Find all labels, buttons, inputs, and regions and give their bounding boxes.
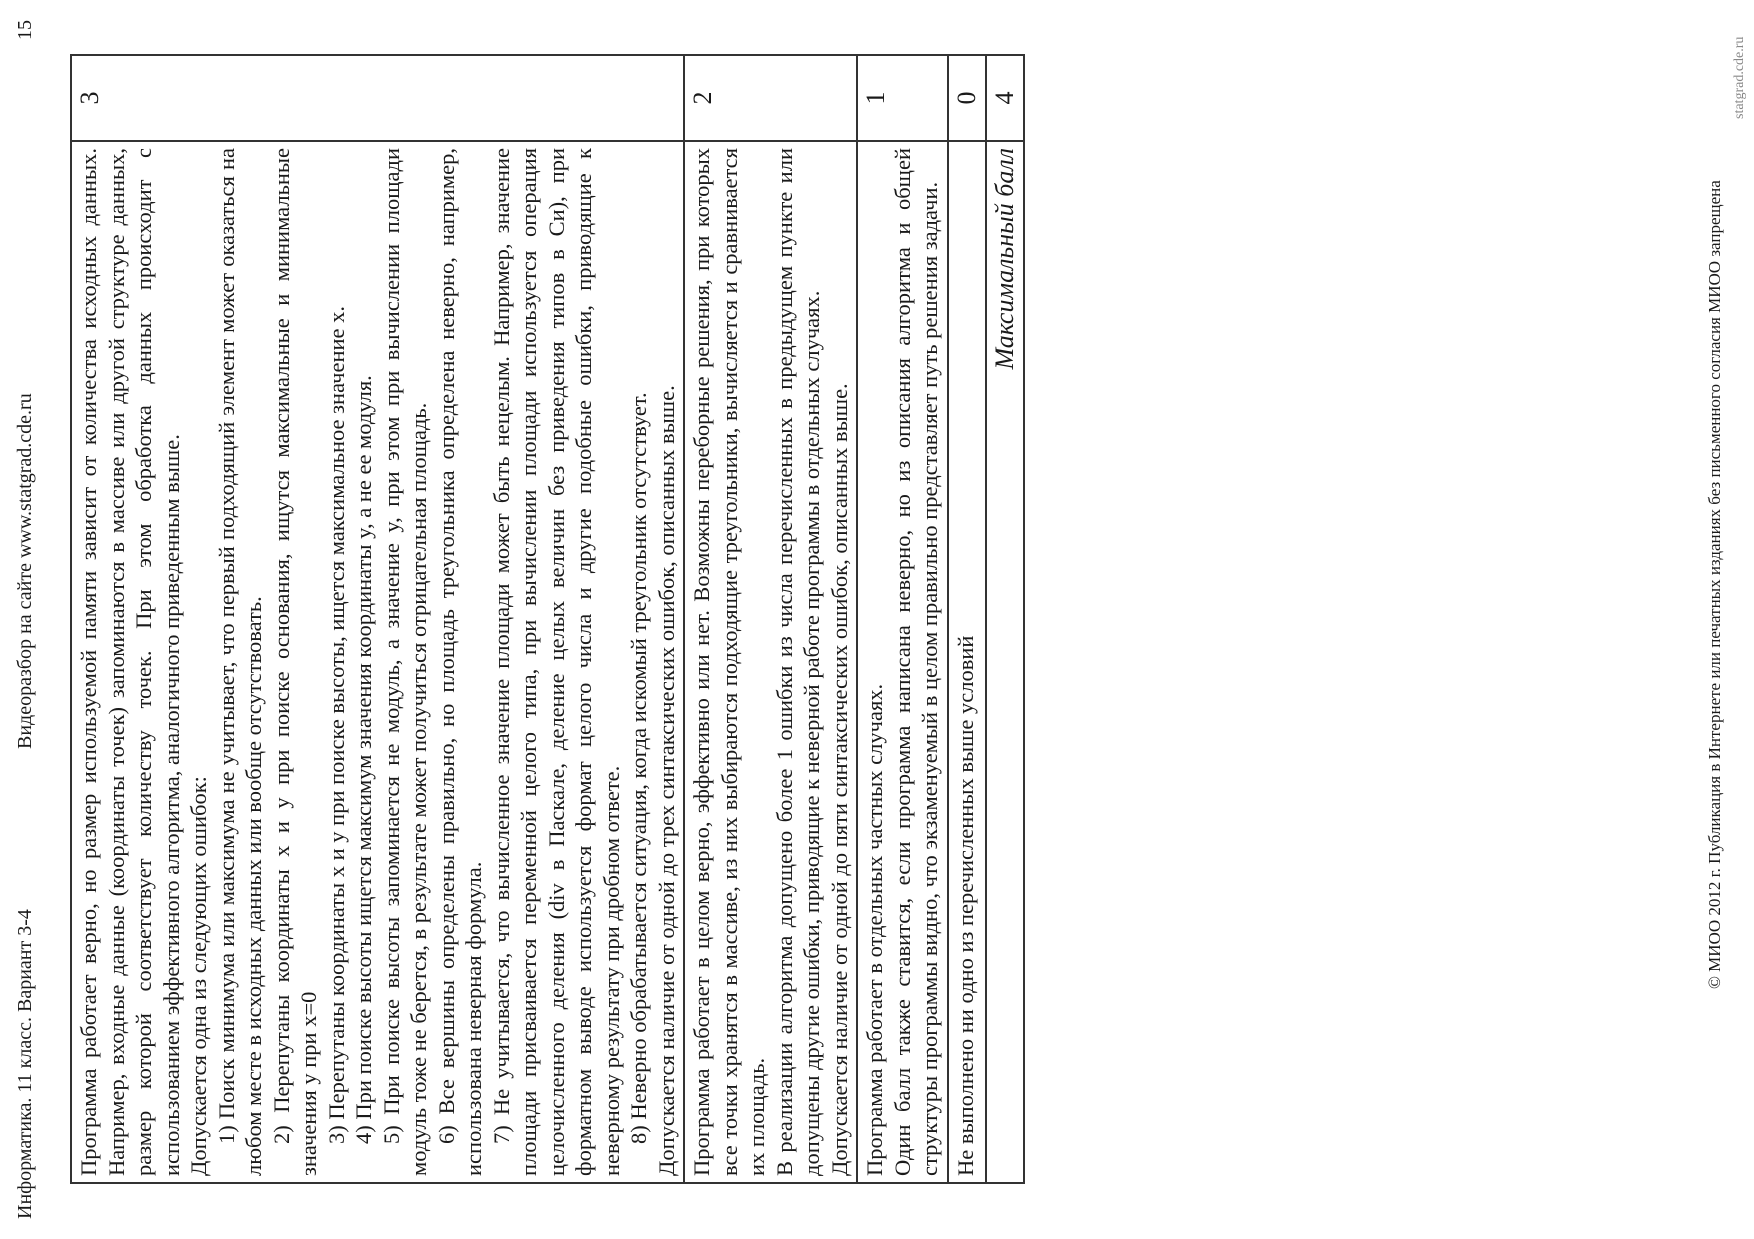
page-header — [14, 20, 54, 1219]
criteria-table — [70, 54, 1025, 1184]
header-video-link: Видеоразбор на сайте www.statgrad.cde.ru — [14, 393, 36, 749]
criteria-text — [684, 141, 857, 1183]
criteria-paragraph: Допускается одна из следующих ошибок: — [186, 776, 211, 1176]
error-item: 6) Все вершины определены правильно, но площадь треугольника определена неверно, например, использована неверная формула. — [433, 148, 486, 1176]
error-item: 1) Поиск минимума или максимума не учитывает, что первый подходящий элемент может оказаться на любом месте в исходных данных или вообще отсутствовать. — [213, 148, 266, 1176]
score-cell: 0 — [948, 55, 986, 141]
criteria-paragraph: Один балл также ставится, если программа написана неверно, но из описания алгоритма и общей структуры программы видно, что экзаменуемый в целом правильно представляет путь решения задачи. — [889, 148, 942, 1176]
side-watermark: statgrad.cde.ru — [1732, 36, 1747, 119]
criteria-paragraph: Допускается наличие от одной до пяти синтаксических ошибок, описанных выше. — [826, 383, 852, 1176]
criteria-row-1 — [857, 55, 948, 1183]
error-item: 3) Перепутаны координаты x и y при поиске высоты, ищется максимальное значение x. — [323, 305, 349, 1144]
error-item: 8) Неверно обрабатывается ситуация, когда искомый треугольник отсутствует. — [626, 392, 651, 1144]
criteria-row-2 — [684, 55, 857, 1183]
criteria-text — [857, 141, 948, 1183]
page-number: 15 — [14, 20, 36, 40]
error-item: 7) Не учитывается, что вычисленное значение площади может быть нецелым. Например, значение площади присваивается переменной целого типа, при вычислении площади используется операция целочисленного деления (div в Паскале, деление целых величин без приведения типов в Си), при форматном выводе используется формат целого числа и другие подобные ошибки, приводящие к неверному результату при дробном ответе. — [488, 148, 624, 1176]
criteria-paragraph: Программа работает верно, но размер используемой памяти зависит от количества исходных данных. Например, входные данные (координаты точек) запоминаются в массиве или другой структуре данных, размер которой соответствует количеству точек. При этом обработка данных происходит с использованием эффективного алгоритма, аналогичного приведенным выше. — [76, 148, 184, 1176]
criteria-text — [71, 141, 684, 1183]
score-cell: 1 — [857, 55, 948, 141]
error-item: 2) Перепутаны координаты x и y при поиске основания, ищутся максимальные и минимальные значения y при x=0 — [268, 148, 321, 1176]
header-subject: Информатика. 11 класс. Вариант 3-4 — [14, 909, 36, 1219]
criteria-paragraph: Программа работает в отдельных частных случаях. — [862, 683, 887, 1176]
criteria-paragraph: Не выполнено ни одно из перечисленных выше условий — [952, 635, 978, 1176]
max-score-label: Максимальный балл — [986, 141, 1024, 1183]
max-score-value: 4 — [986, 55, 1024, 141]
max-score-row — [986, 55, 1024, 1183]
error-item: 5) При поиске высоты запоминается не модуль, а значение y, при этом при вычислении площади модуль тоже не берется, в результате может получиться отрицательная площадь. — [378, 148, 431, 1176]
criteria-text — [948, 141, 986, 1183]
copyright-footer: © МИОО 2012 г. Публикация в Интернете или печатных изданиях без письменного согласия МИОО запрещена — [1705, 180, 1724, 989]
criteria-row-3 — [71, 55, 684, 1183]
criteria-row-0 — [948, 55, 986, 1183]
error-item: 4) При поиске высоты ищется максимум значения координаты y, а не ее модуля. — [351, 375, 376, 1144]
criteria-paragraph: Программа работает в целом верно, эффективно или нет. Возможны переборные решения, при которых все точки хранятся в массиве, из них выбираются подходящие треугольники, вычисляется и сравнивается их площадь. — [689, 148, 769, 1176]
score-cell: 3 — [71, 55, 684, 141]
criteria-paragraph: Допускается наличие от одной до трех синтаксических ошибок, описанных выше. — [653, 385, 679, 1176]
score-cell: 2 — [684, 55, 857, 141]
criteria-paragraph: В реализации алгоритма допущено более 1 ошибки из числа перечисленных в предыдущем пункте или допущены другие ошибки, приводящие к неверной работе программы в отдельных случаях. — [771, 148, 824, 1176]
